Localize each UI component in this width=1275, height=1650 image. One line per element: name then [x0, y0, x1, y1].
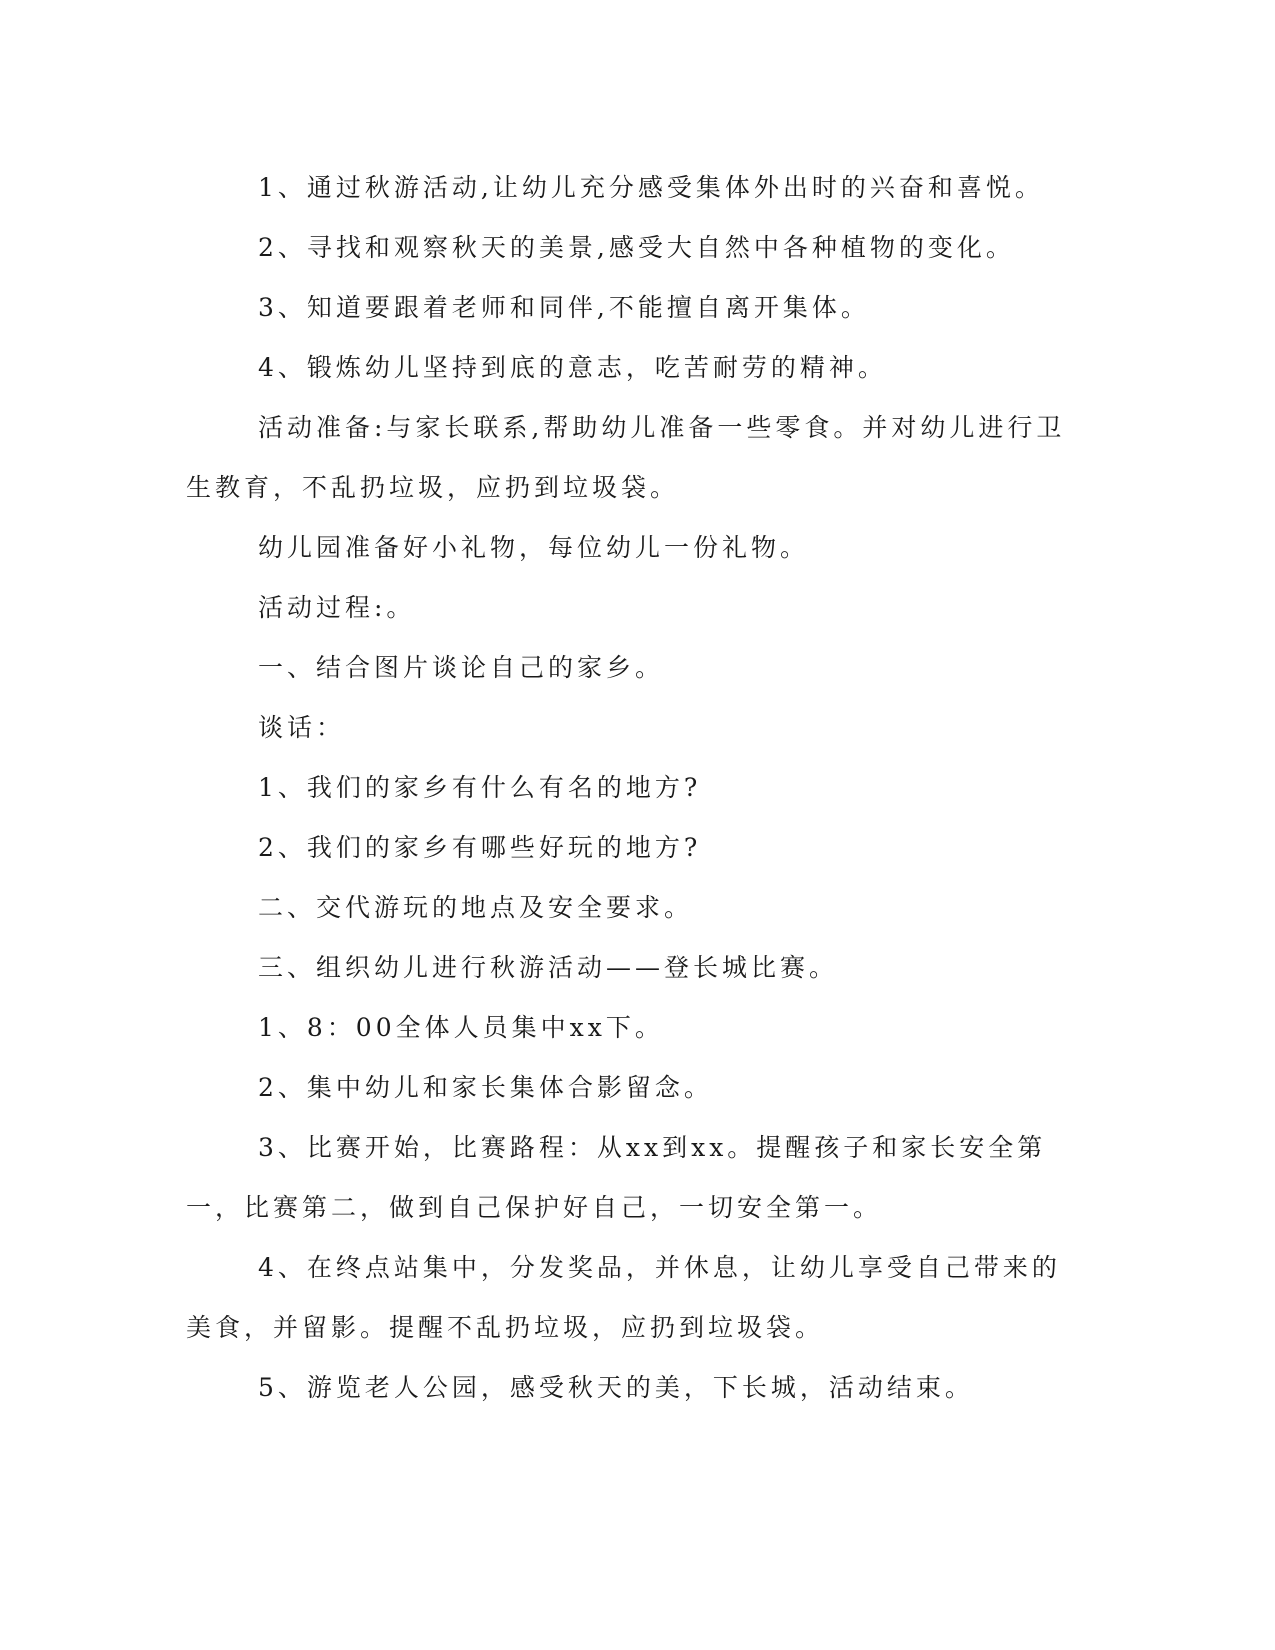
step-two: 二、交代游玩的地点及安全要求。 — [258, 893, 694, 922]
talk-question-1: 1、我们的家乡有什么有名的地方? — [258, 773, 702, 802]
talk-question-2: 2、我们的家乡有哪些好玩的地方? — [258, 833, 702, 862]
schedule-item-5: 5、游览老人公园，感受秋天的美，下长城，活动结束。 — [258, 1373, 974, 1402]
gift-preparation: 幼儿园准备好小礼物，每位幼儿一份礼物。 — [258, 533, 810, 562]
objective-3: 3、知道要跟着老师和同伴,不能擅自离开集体。 — [258, 293, 870, 322]
step-three: 三、组织幼儿进行秋游活动——登长城比赛。 — [258, 953, 839, 982]
objective-4: 4、锻炼幼儿坚持到底的意志，吃苦耐劳的精神。 — [258, 353, 887, 382]
step-one: 一、结合图片谈论自己的家乡。 — [258, 653, 665, 682]
objective-2: 2、寻找和观察秋天的美景,感受大自然中各种植物的变化。 — [258, 233, 1015, 262]
document-body — [186, 158, 1066, 1418]
schedule-item-1: 1、8：00全体人员集中xx下。 — [258, 1013, 664, 1042]
schedule-item-4: 4、在终点站集中，分发奖品，并休息，让幼儿享受自己带来的美食，并留影。提醒不乱扔垃圾，应扔到垃圾袋。 — [186, 1253, 1061, 1342]
talk-heading: 谈话： — [258, 713, 346, 742]
schedule-item-3: 3、比赛开始，比赛路程：从xx到xx。提醒孩子和家长安全第一，比赛第二，做到自己保护好自己，一切安全第一。 — [186, 1133, 1047, 1222]
objective-1: 1、通过秋游活动,让幼儿充分感受集体外出时的兴奋和喜悦。 — [258, 173, 1044, 202]
activity-process-heading: 活动过程:。 — [258, 593, 416, 622]
activity-preparation: 活动准备:与家长联系,帮助幼儿准备一些零食。并对幼儿进行卫生教育，不乱扔垃圾，应扔到垃圾袋。 — [186, 413, 1066, 502]
schedule-item-2: 2、集中幼儿和家长集体合影留念。 — [258, 1073, 713, 1102]
